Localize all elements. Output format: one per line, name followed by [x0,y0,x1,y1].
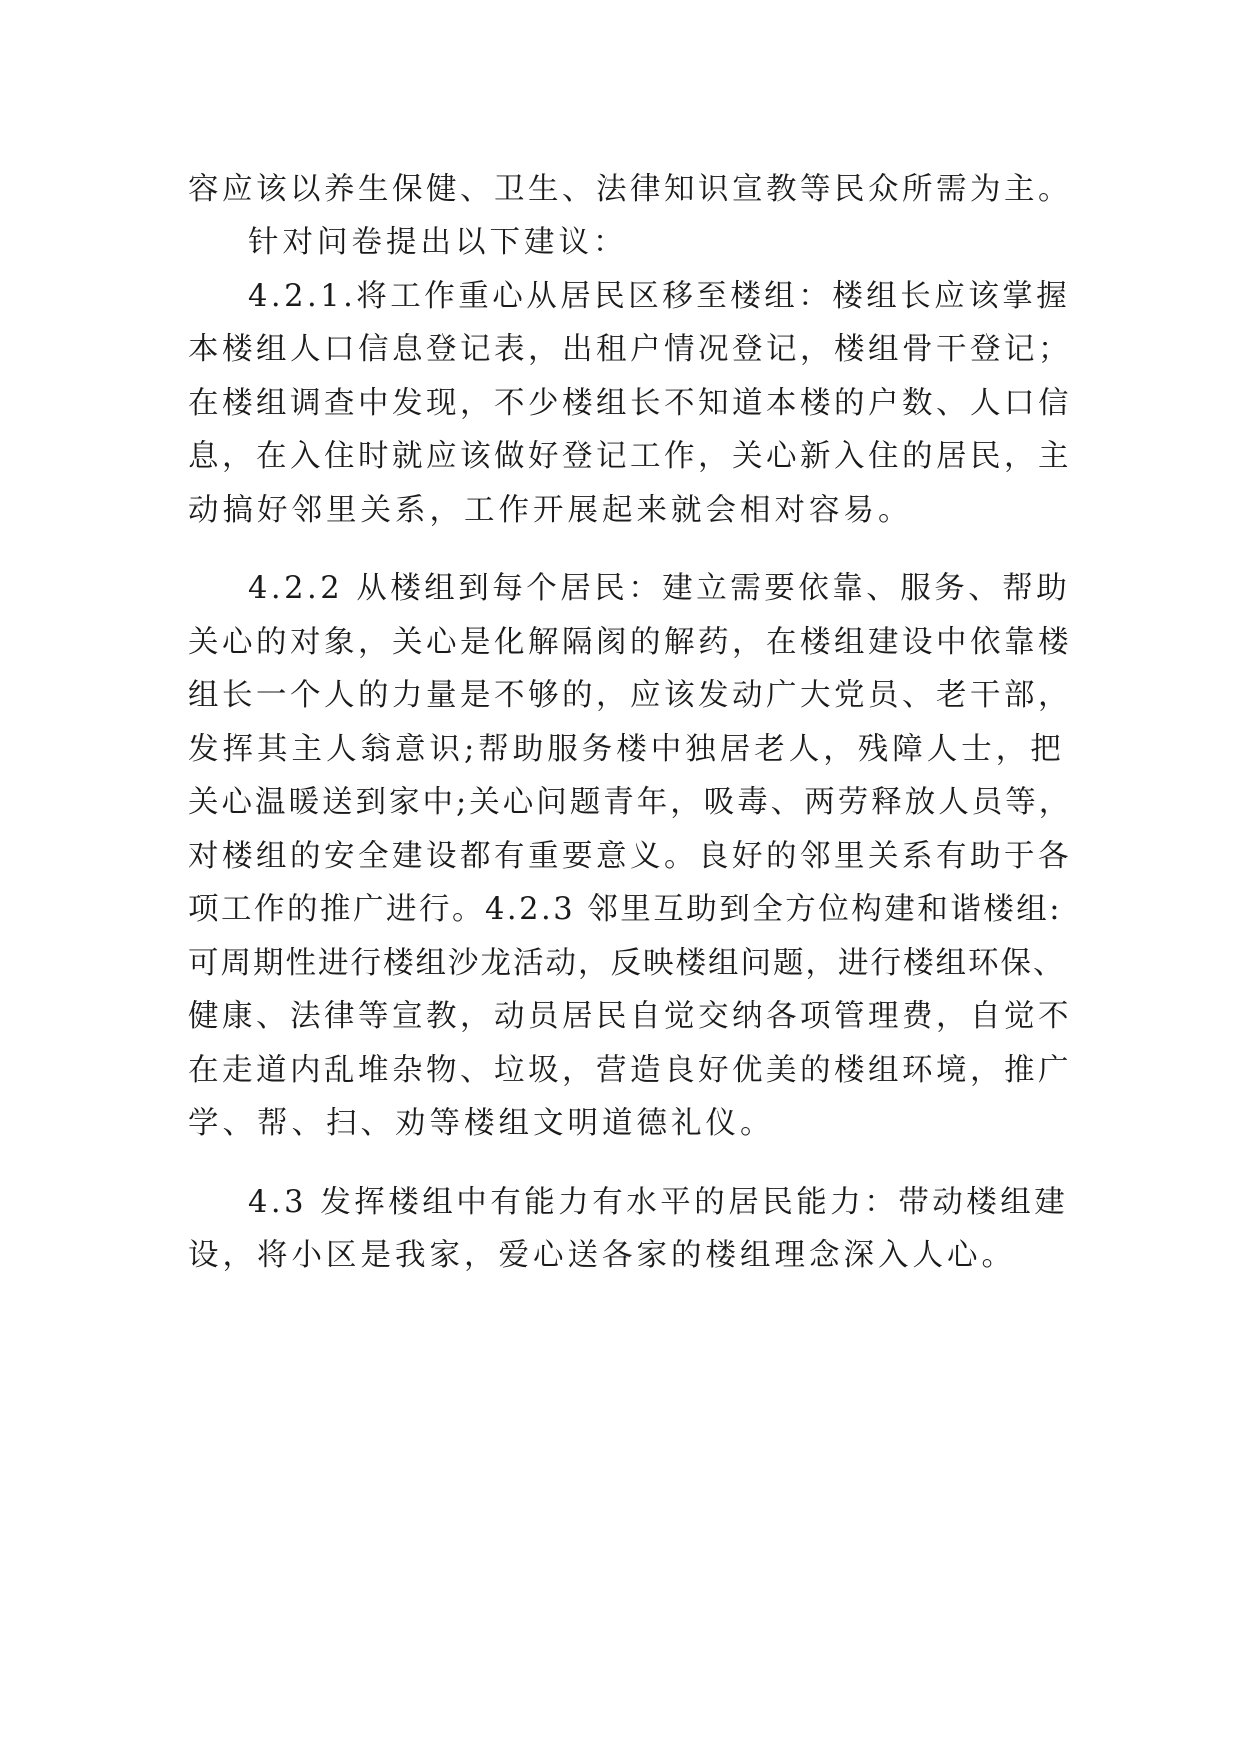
text-line-20: 设，将小区是我家，爱心送各家的楼组理念深入人心。 [188,1238,1016,1273]
text-line-1: 容应该以养生保健、卫生、法律知识宣教等民众所需为主。 [188,172,1072,207]
text-line-5: 在楼组调查中发现，不少楼组长不知道本楼的户数、人口信 [188,386,1072,421]
text-line-11: 发挥其主人翁意识;帮助服务楼中独居老人，残障人士，把 [188,732,1065,767]
text-line-4: 本楼组人口信息登记表，出租户情况登记，楼组骨干登记； [188,332,1072,367]
text-line-3: 4.2.1.将工作重心从居民区移至楼组：楼组长应该掌握 [248,279,1071,314]
text-line-2: 针对问卷提出以下建议： [248,225,628,260]
text-line-15: 可周期性进行楼组沙龙活动，反映楼组问题，进行楼组环保、 [188,946,1066,981]
text-line-8: 4.2.2 从楼组到每个居民：建立需要依靠、服务、帮助 [248,571,1071,606]
text-line-17: 在走道内乱堆杂物、垃圾，营造良好优美的楼组环境，推广 [188,1053,1072,1088]
text-line-13: 对楼组的安全建设都有重要意义。良好的邻里关系有助于各 [188,839,1072,874]
text-line-14: 项工作的推广进行。4.2.3 邻里互助到全方位构建和谐楼组: [188,892,1063,927]
text-line-7: 动搞好邻里关系，工作开展起来就会相对容易。 [188,493,913,528]
text-line-10: 组长一个人的力量是不够的，应该发动广大党员、老干部， [188,678,1072,713]
text-line-16: 健康、法律等宣教，动员居民自觉交纳各项管理费，自觉不 [188,999,1072,1034]
text-line-18: 学、帮、扫、劝等楼组文明道德礼仪。 [188,1106,775,1141]
text-line-6: 息，在入住时就应该做好登记工作，关心新入住的居民，主 [188,439,1072,474]
text-line-9: 关心的对象，关心是化解隔阂的解药，在楼组建设中依靠楼 [188,625,1072,660]
text-line-19: 4.3 发挥楼组中有能力有水平的居民能力：带动楼组建 [248,1185,1069,1220]
text-line-12: 关心温暖送到家中;关心问题青年，吸毒、两劳释放人员等， [188,785,1073,820]
